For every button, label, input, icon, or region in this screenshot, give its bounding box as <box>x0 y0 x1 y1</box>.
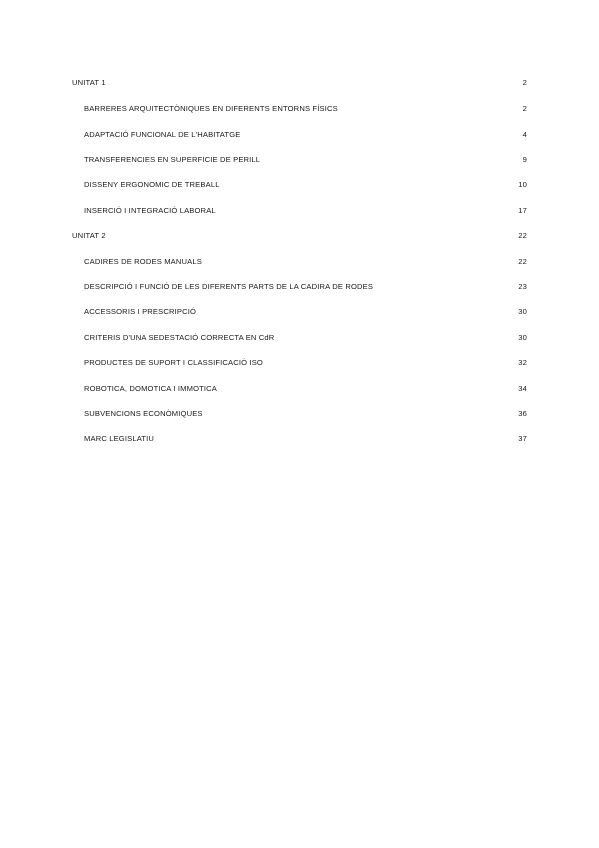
toc-entry-label: BARRERES ARQUITECTÒNIQUES EN DIFERENTS ENTORNS FÍSICS <box>84 104 338 113</box>
toc-entry-label: INSERCIÓ I INTEGRACIÓ LABORAL <box>84 206 216 215</box>
toc-entry-page-number: 9 <box>522 155 527 164</box>
toc-entry-page-number: 22 <box>518 231 527 240</box>
toc-entry-page-number: 23 <box>518 282 527 291</box>
toc-dot-leader <box>221 177 518 187</box>
toc-entry-page-number: 37 <box>518 434 527 443</box>
toc-dot-leader <box>218 381 517 391</box>
toc-entry-page-number: 36 <box>518 409 527 418</box>
toc-dot-leader <box>155 431 517 441</box>
toc-entry-productes[interactable] <box>84 355 527 368</box>
toc-entry-transferencies[interactable] <box>84 152 527 165</box>
toc-entry-disseny[interactable] <box>84 177 527 190</box>
toc-entry-page-number: 17 <box>518 206 527 215</box>
toc-entry-accessoris[interactable] <box>84 304 527 317</box>
toc-dot-leader <box>217 203 517 213</box>
toc-entry-descripcio[interactable] <box>84 279 527 292</box>
toc-entry-label: SUBVENCIONS ECONÒMIQUES <box>84 409 203 418</box>
toc-dot-leader <box>275 330 517 340</box>
toc-dot-leader <box>264 355 517 365</box>
toc-dot-leader <box>204 406 518 416</box>
toc-entry-barreres[interactable] <box>84 101 527 114</box>
toc-entry-page-number: 30 <box>518 333 527 342</box>
toc-entry-page-number: 30 <box>518 307 527 316</box>
toc-entry-label: TRANSFERENCIES EN SUPERFICIE DE PERILL <box>84 155 261 164</box>
toc-entry-label: UNITAT 2 <box>72 231 106 240</box>
toc-dot-leader <box>197 304 517 314</box>
toc-entry-label: ADAPTACIÓ FUNCIONAL DE L'HABITATGE <box>84 130 241 139</box>
toc-dot-leader <box>107 75 522 85</box>
toc-dot-leader <box>339 101 522 111</box>
toc-dot-leader <box>107 228 518 238</box>
toc-entry-marc[interactable] <box>84 431 527 444</box>
toc-entry-page-number: 10 <box>518 180 527 189</box>
toc-entry-unitat-2[interactable] <box>72 228 527 241</box>
toc-dot-leader <box>261 152 521 162</box>
toc-entry-label: DESCRIPCIÓ I FUNCIÓ DE LES DIFERENTS PARTS DE LA CADIRA DE RODES <box>84 282 374 291</box>
toc-entry-page-number: 22 <box>518 257 527 266</box>
toc-entry-page-number: 2 <box>522 78 527 87</box>
toc-entry-label: CADIRES DE RODES MANUALS <box>84 257 202 266</box>
toc-entry-cadires[interactable] <box>84 254 527 267</box>
toc-entry-page-number: 32 <box>518 358 527 367</box>
toc-entry-label: DISSENY ERGONOMIC DE TREBALL <box>84 180 220 189</box>
toc-entry-page-number: 34 <box>518 384 527 393</box>
toc-entry-label: UNITAT 1 <box>72 78 106 87</box>
toc-entry-label: ROBOTICA, DOMOTICA I IMMOTICA <box>84 384 218 393</box>
toc-entry-page-number: 4 <box>522 130 527 139</box>
toc-entry-adaptacio[interactable] <box>84 127 527 140</box>
toc-entry-page-number: 2 <box>522 104 527 113</box>
toc-entry-unitat-1[interactable] <box>72 75 527 88</box>
toc-dot-leader <box>374 279 517 289</box>
toc-entry-criteris[interactable] <box>84 330 527 343</box>
toc-entry-robotica[interactable] <box>84 381 527 394</box>
toc-entry-subvencions[interactable] <box>84 406 527 419</box>
toc-entry-label: ACCESSORIS I PRESCRIPCIÓ <box>84 307 197 316</box>
toc-entry-insercio[interactable] <box>84 203 527 216</box>
toc-entry-label: MARC LEGISLATIU <box>84 434 155 443</box>
toc-dot-leader <box>241 127 521 137</box>
toc-entry-label: CRITERIS D'UNA SEDESTACIÓ CORRECTA EN CdR <box>84 333 275 342</box>
toc-dot-leader <box>203 254 517 264</box>
toc-entry-label: PRODUCTES DE SUPORT I CLASSIFICACIÓ ISO <box>84 358 263 367</box>
